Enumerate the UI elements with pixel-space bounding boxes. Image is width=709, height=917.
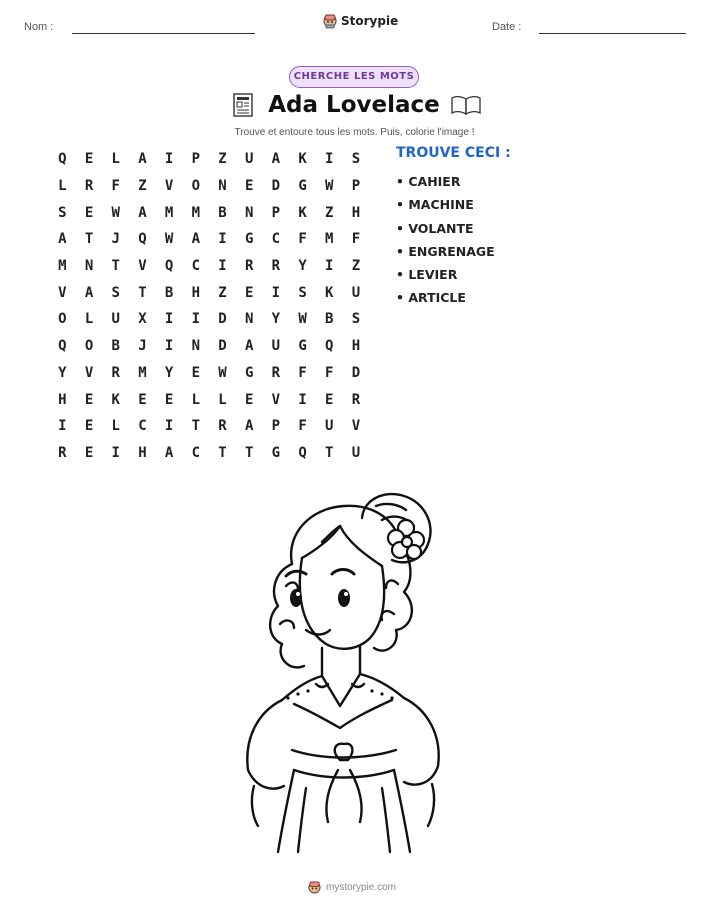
grid-cell[interactable]: N (84, 258, 94, 275)
grid-cell[interactable]: E (191, 364, 200, 381)
grid-cell[interactable]: I (325, 258, 334, 275)
date-line (539, 33, 686, 34)
name-line (72, 33, 255, 34)
grid-cell[interactable]: P (271, 204, 281, 221)
grid-cell[interactable]: L (218, 391, 227, 408)
name-label: Nom : (24, 21, 54, 33)
grid-cell[interactable]: A (191, 231, 200, 248)
grid-cell[interactable]: R (84, 178, 94, 195)
grid-cell[interactable]: A (138, 151, 147, 168)
grid-cell[interactable]: T (84, 231, 94, 248)
grid-cell[interactable]: U (271, 338, 281, 355)
grid-cell[interactable]: E (84, 391, 94, 408)
grid-cell[interactable]: R (58, 444, 67, 461)
footer-url[interactable]: mystorypie.com (326, 882, 397, 893)
grid-cell[interactable]: E (84, 418, 94, 435)
grid-cell[interactable]: N (218, 178, 227, 195)
grid-cell[interactable]: Z (325, 204, 334, 221)
storypie-mascot-icon (308, 880, 321, 895)
grid-cell[interactable]: A (84, 284, 94, 301)
grid-cell[interactable]: C (271, 231, 281, 248)
grid-cell[interactable]: M (325, 231, 334, 248)
footer (308, 880, 396, 895)
grid-cell[interactable]: I (271, 284, 281, 301)
grid-cell[interactable]: V (271, 391, 281, 408)
grid-cell[interactable]: I (298, 391, 307, 408)
grid-cell[interactable]: H (191, 284, 200, 301)
grid-cell[interactable]: F (111, 178, 120, 195)
grid-cell[interactable]: F (298, 418, 307, 435)
word-list-item: • ARTICLE (396, 290, 466, 306)
grid-cell[interactable]: S (298, 284, 307, 301)
grid-cell[interactable]: K (111, 391, 120, 408)
grid-cell[interactable]: S (111, 284, 120, 301)
grid-cell[interactable]: H (58, 391, 67, 408)
word-list-item: • MACHINE (396, 197, 474, 213)
grid-cell[interactable]: D (218, 311, 227, 328)
grid-cell[interactable]: F (325, 364, 334, 381)
grid-cell[interactable]: P (271, 418, 281, 435)
grid-cell[interactable]: B (325, 311, 334, 328)
word-list-item: • VOLANTE (396, 220, 474, 236)
grid-cell[interactable]: E (244, 284, 254, 301)
grid-cell[interactable]: I (191, 311, 200, 328)
grid-cell[interactable]: Z (138, 178, 147, 195)
grid-cell[interactable]: W (325, 178, 334, 195)
word-list-title: TROUVE CECI : (396, 145, 511, 161)
grid-cell[interactable]: L (84, 311, 94, 328)
grid-cell[interactable]: E (84, 204, 94, 221)
grid-cell[interactable]: I (218, 258, 227, 275)
grid-cell[interactable]: T (111, 258, 120, 275)
word-list-item: • CAHIER (396, 174, 461, 189)
grid-cell[interactable]: K (298, 151, 307, 168)
word-list-item: • ENGRENAGE (396, 243, 495, 259)
grid-cell[interactable]: Z (218, 284, 227, 301)
grid-cell[interactable]: R (218, 418, 227, 435)
grid-cell[interactable]: V (58, 284, 67, 301)
grid-cell[interactable]: F (298, 364, 307, 381)
grid-cell[interactable]: L (58, 178, 67, 195)
grid-cell[interactable]: T (325, 444, 334, 461)
instructions: Trouve et entoure tous les mots. Puis, colorie l'image ! (234, 127, 475, 138)
grid-cell[interactable]: G (298, 338, 307, 355)
grid-cell[interactable]: Q (58, 338, 67, 355)
grid-cell[interactable]: Y (298, 258, 307, 275)
grid-cell[interactable]: G (271, 444, 281, 461)
grid-cell[interactable]: E (164, 391, 174, 408)
grid-cell[interactable]: I (325, 151, 334, 168)
page-title: Ada Lovelace (268, 92, 440, 118)
newspaper-icon (232, 93, 254, 117)
grid-cell[interactable]: G (298, 178, 307, 195)
grid-cell[interactable]: S (351, 151, 361, 168)
grid-cell[interactable]: B (218, 204, 227, 221)
grid-cell[interactable]: H (351, 204, 361, 221)
grid-cell[interactable]: C (191, 258, 200, 275)
grid-cell[interactable]: U (111, 311, 120, 328)
grid-cell[interactable]: G (244, 364, 254, 381)
storypie-mascot-icon (323, 13, 337, 29)
grid-cell[interactable]: O (58, 311, 67, 328)
category-badge: CHERCHE LES MOTS (289, 66, 419, 88)
grid-cell[interactable]: V (138, 258, 147, 275)
grid-cell[interactable]: Z (218, 151, 227, 168)
grid-cell[interactable]: K (298, 204, 307, 221)
open-book-icon (450, 94, 482, 116)
grid-cell[interactable]: C (138, 418, 147, 435)
grid-cell[interactable]: C (191, 444, 200, 461)
grid-cell[interactable]: Q (325, 338, 334, 355)
grid-cell[interactable]: N (244, 204, 254, 221)
grid-cell[interactable]: E (325, 391, 334, 408)
grid-cell[interactable]: A (58, 231, 67, 248)
date-label: Date : (492, 21, 522, 33)
brand-logo (323, 13, 398, 29)
grid-cell[interactable]: Q (164, 258, 174, 275)
grid-cell[interactable]: U (351, 284, 361, 301)
grid-cell[interactable]: V (351, 418, 361, 435)
grid-cell[interactable]: D (351, 364, 361, 381)
grid-cell[interactable]: F (351, 231, 361, 248)
grid-cell[interactable]: G (244, 231, 254, 248)
grid-cell[interactable]: A (138, 204, 147, 221)
grid-cell[interactable]: L (191, 391, 200, 408)
word-list-item: • LEVIER (396, 267, 458, 283)
grid-cell[interactable]: H (138, 444, 147, 461)
grid-cell[interactable]: B (164, 284, 174, 301)
grid-cell[interactable]: D (271, 178, 281, 195)
grid-cell[interactable]: P (351, 178, 361, 195)
grid-cell[interactable]: W (218, 364, 227, 381)
grid-cell[interactable]: X (138, 311, 147, 328)
grid-cell[interactable]: F (298, 231, 307, 248)
grid-cell[interactable]: B (111, 338, 120, 355)
grid-cell[interactable]: M (164, 204, 174, 221)
grid-cell[interactable]: E (138, 391, 147, 408)
grid-cell[interactable]: W (111, 204, 120, 221)
grid-cell[interactable]: U (244, 151, 254, 168)
grid-cell[interactable]: R (351, 391, 361, 408)
grid-cell[interactable]: P (191, 151, 200, 168)
grid-cell[interactable]: L (111, 151, 120, 168)
grid-cell[interactable]: Q (58, 151, 67, 168)
grid-cell[interactable]: I (58, 418, 67, 435)
grid-cell[interactable]: R (271, 258, 281, 275)
grid-cell[interactable]: T (138, 284, 147, 301)
grid-cell[interactable]: T (218, 444, 227, 461)
grid-cell[interactable]: A (244, 338, 254, 355)
grid-cell[interactable]: E (244, 391, 254, 408)
grid-cell[interactable]: Z (351, 258, 361, 275)
grid-cell[interactable]: W (298, 311, 307, 328)
grid-cell[interactable]: A (164, 444, 174, 461)
grid-cell[interactable]: T (244, 444, 254, 461)
grid-cell[interactable]: V (84, 364, 94, 381)
grid-cell[interactable]: W (164, 231, 174, 248)
grid-cell[interactable]: E (84, 444, 94, 461)
grid-cell[interactable]: V (164, 178, 174, 195)
grid-cell[interactable]: I (164, 151, 174, 168)
grid-cell[interactable]: J (111, 231, 120, 248)
grid-cell[interactable]: R (244, 258, 254, 275)
grid-cell[interactable]: O (84, 338, 94, 355)
grid-cell[interactable]: I (218, 231, 227, 248)
grid-cell[interactable]: J (138, 338, 147, 355)
grid-cell[interactable]: Y (271, 311, 281, 328)
grid-cell[interactable]: Q (138, 231, 147, 248)
grid-cell[interactable]: Y (58, 364, 67, 381)
brand-name: Storypie (341, 14, 399, 28)
grid-cell[interactable]: U (351, 444, 361, 461)
grid-cell[interactable]: Q (298, 444, 307, 461)
grid-cell[interactable]: K (325, 284, 334, 301)
grid-cell[interactable]: S (351, 311, 361, 328)
grid-cell[interactable]: L (111, 418, 120, 435)
word-list (396, 170, 495, 310)
grid-cell[interactable]: I (164, 338, 174, 355)
ada-lovelace-illustration (236, 488, 468, 856)
grid-cell[interactable]: S (58, 204, 67, 221)
grid-cell[interactable]: A (244, 418, 254, 435)
grid-cell[interactable]: T (191, 418, 200, 435)
grid-cell[interactable]: Y (164, 364, 174, 381)
grid-cell[interactable]: I (111, 444, 120, 461)
grid-cell[interactable]: I (164, 311, 174, 328)
grid-cell[interactable]: D (218, 338, 227, 355)
grid-cell[interactable]: I (164, 418, 174, 435)
word-search-grid (49, 146, 369, 466)
grid-cell[interactable]: M (58, 258, 67, 275)
grid-cell[interactable]: R (271, 364, 281, 381)
grid-cell[interactable]: O (191, 178, 200, 195)
grid-cell[interactable]: H (351, 338, 361, 355)
grid-cell[interactable]: A (271, 151, 281, 168)
grid-cell[interactable]: E (244, 178, 254, 195)
grid-cell[interactable]: E (84, 151, 94, 168)
grid-cell[interactable]: M (191, 204, 200, 221)
grid-cell[interactable]: R (111, 364, 120, 381)
grid-cell[interactable]: N (244, 311, 254, 328)
grid-cell[interactable]: U (325, 418, 334, 435)
grid-cell[interactable]: N (191, 338, 200, 355)
grid-cell[interactable]: M (138, 364, 147, 381)
